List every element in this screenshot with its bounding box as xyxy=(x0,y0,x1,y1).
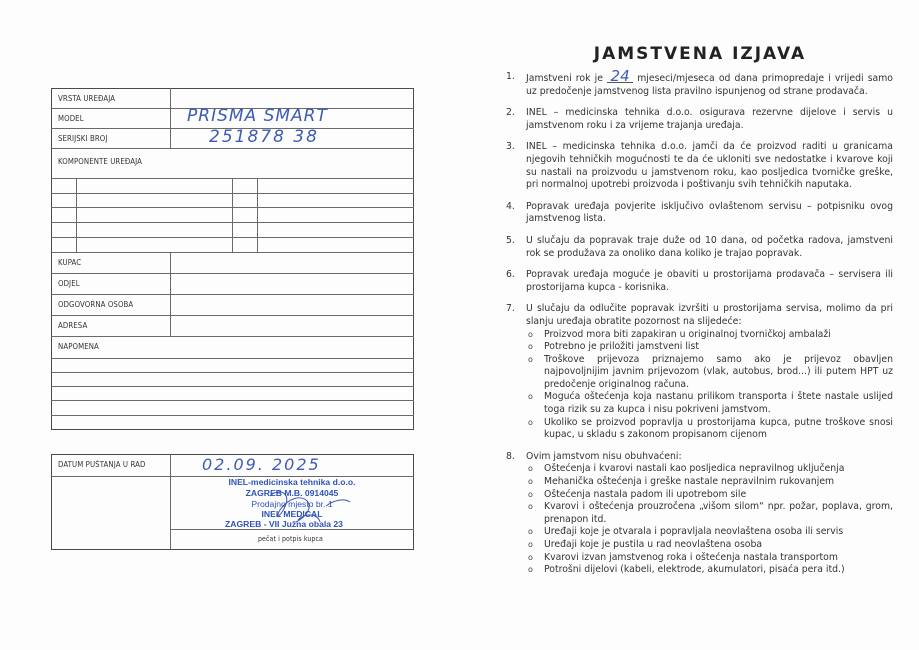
serial-field[interactable]: 251878 38 xyxy=(209,127,319,147)
customer-label: KUPAC xyxy=(58,258,82,267)
column-divider xyxy=(170,252,171,336)
term-number: 6. xyxy=(506,269,515,281)
note-line[interactable] xyxy=(51,386,414,387)
row-divider xyxy=(51,273,414,274)
bullet-icon: o xyxy=(528,565,533,575)
sub-item-text: Kvarovi izvan jamstvenog roka i oštećenja nastala transportom xyxy=(544,551,838,563)
company-stamp xyxy=(178,476,406,530)
bullet-icon: o xyxy=(528,354,533,364)
sub-item-text: Kvarovi i oštećenja prouzročena „višom silom“ npr. požar, poplava, grom, prenapon itd. xyxy=(544,501,893,525)
term-number: 1. xyxy=(506,71,515,82)
sub-item xyxy=(503,354,893,392)
warranty-term xyxy=(503,201,893,226)
sub-item-text: Mehanička oštećenja i greške nastale nepravilnim rukovanjem xyxy=(544,476,835,488)
stamp-line: INEL-medicinska tehnika d.o.o. xyxy=(228,477,356,487)
warranty-term xyxy=(503,269,893,294)
stamp-line: Prodajno mjesto br. 1 xyxy=(251,499,333,509)
bullet-icon: o xyxy=(528,540,533,549)
model-label: MODEL xyxy=(58,114,84,123)
row-divider xyxy=(51,336,414,337)
warranty-term xyxy=(503,303,893,442)
address-label: ADRESA xyxy=(58,321,88,330)
sub-item-text: Potrebno je priložiti jamstveni list xyxy=(544,341,699,353)
sub-item-text: Proizvod mora biti zapakiran u originalnoj tvorničkoj ambalaži xyxy=(544,328,831,340)
sub-item xyxy=(503,341,893,354)
term-number: 7. xyxy=(506,303,515,315)
bullet-icon: o xyxy=(528,527,533,537)
serial-label: SERIJSKI BROJ xyxy=(58,134,108,143)
row-divider xyxy=(51,315,414,316)
stamp-line: INEL MEDICAL xyxy=(261,509,323,519)
note-line[interactable] xyxy=(51,358,414,359)
signature-scribble xyxy=(178,476,406,530)
term-text: Popravak uređaja moguće je obaviti u prostorijama prodavača – servisera ili prostorijama kupca - korisnika. xyxy=(526,269,893,293)
responsible-person-label: ODGOVORNA OSOBA xyxy=(58,300,134,309)
sub-item xyxy=(503,391,893,416)
row-divider xyxy=(51,148,414,149)
sub-item xyxy=(503,463,893,476)
column-divider xyxy=(232,178,233,252)
department-label: ODJEL xyxy=(58,279,80,288)
device-type-label: VRSTA UREĐAJA xyxy=(58,94,116,103)
sub-item xyxy=(503,501,893,526)
sub-item-text: Uređaji koje je pustila u rad neovlaštena osoba xyxy=(544,539,763,550)
term-text: Jamstveni rok je xyxy=(526,73,603,84)
term-number: 2. xyxy=(506,107,515,119)
term-text: INEL – medicinska tehnika d.o.o. osigurava rezervne dijelove i servis u jamstvenom roku i za vrijeme trajanja uređaja. xyxy=(526,107,893,131)
warranty-term xyxy=(503,141,893,191)
note-line[interactable] xyxy=(51,400,414,401)
sub-item xyxy=(503,539,893,552)
bullet-icon: o xyxy=(528,502,533,512)
sub-item-text: Moguća oštećenja koja nastanu prilikom transporta i štete nastale uslijed toga rizik su za kupca i nisu pokriveni jamstvom. xyxy=(544,391,893,416)
note-line[interactable] xyxy=(51,372,414,373)
stamp-line: ZAGREB - VII Južna obala 23 xyxy=(225,519,343,529)
signature-caption: pečat i potpis kupca xyxy=(258,535,323,543)
column-divider xyxy=(76,178,77,252)
column-divider xyxy=(170,454,171,550)
stamp-line: ZAGREB M.B. 0914045 xyxy=(245,488,339,498)
sub-item xyxy=(503,476,893,489)
warranty-terms xyxy=(503,67,893,586)
term-text: U slučaju da odlučite popravak izvršiti u prostorijama servisa, molimo da pri slanju uređaja obratite pozornost na slijedeće: xyxy=(526,303,893,327)
sub-item xyxy=(503,552,893,565)
term-number: 4. xyxy=(506,200,515,212)
sub-item xyxy=(503,564,893,577)
term-text: INEL – medicinska tehnika d.o.o. jamči da će proizvod raditi u granicama njegovih tehničkih mogućnosti te da će ukloniti sve nedostatke i kvarove koji su nastali na proizvodu u jamstvenom roku, kao posljedica tvorničke greške, pri normalnoj upotrebi proizvoda i poštivanju svih tehničkih naputaka. xyxy=(526,141,893,191)
warranty-title: JAMSTVENA IZJAVA xyxy=(593,44,807,64)
term-text: mjeseci/mjeseca od dana primopredaje i vrijedi samo uz predočenje jamstvenog lista pravilno ispunjenog od strane prodavača. xyxy=(526,73,893,97)
column-divider xyxy=(257,178,258,252)
sub-item xyxy=(503,526,893,539)
warranty-months-field[interactable]: 24 xyxy=(607,71,633,83)
bullet-icon: o xyxy=(528,417,533,427)
bullet-icon: o xyxy=(528,552,533,562)
term-text: Popravak uređaja povjerite isključivo ovlaštenom servisu – potpisniku ovog jamstvenog lista. xyxy=(526,200,893,225)
bullet-icon: o xyxy=(528,464,533,474)
sub-item-text: Troškove prijevoza priznajemo samo ako je prijevoz obavljen najpovoljnijim javnim prijevozom (vlak, autobus, brod...) ili putem HPT uz predočenje originalnog računa. xyxy=(544,353,893,390)
bullet-icon: o xyxy=(528,392,533,402)
model-field[interactable]: PRISMA SMART xyxy=(187,106,328,126)
term-number: 5. xyxy=(506,234,515,246)
sub-item xyxy=(503,417,893,442)
row-divider xyxy=(51,252,414,253)
commissioning-date-label: DATUM PUŠTANJA U RAD xyxy=(58,460,146,469)
warranty-term xyxy=(503,107,893,132)
sub-item-text: Ukoliko se proizvod popravlja u prostorijama kupca, putne troškove snosi kupac, u skladu s zakonom propisanom cijenom xyxy=(544,416,893,441)
warranty-term xyxy=(503,451,893,577)
term-text: Ovim jamstvom nisu obuhvaćeni: xyxy=(526,450,682,462)
term-number: 3. xyxy=(506,141,515,153)
sub-item xyxy=(503,489,893,502)
term-text: U slučaju da popravak traje duže od 10 dana, od početka radova, jamstveni rok se produžava za onoliko dana koliko je trajao popravak. xyxy=(526,234,893,259)
sub-item-text: Uređaji koje je otvarala i popravljala neovlaštena osoba ili servis xyxy=(544,526,844,538)
warranty-term xyxy=(503,67,893,98)
sub-item xyxy=(503,329,893,342)
term-number: 8. xyxy=(506,450,515,462)
sub-item-text: Oštećenja i kvarovi nastali kao posljedica nepravilnog uključenja xyxy=(544,463,845,475)
row-divider xyxy=(51,294,414,295)
sub-item-text: Potrošni dijelovi (kabeli, elektrode, akumulatori, pisaća pera itd.) xyxy=(544,564,845,576)
warranty-term xyxy=(503,235,893,260)
components-label: KOMPONENTE UREĐAJA xyxy=(58,157,143,166)
note-label: NAPOMENA xyxy=(58,342,99,351)
commissioning-date-field[interactable]: 02.09. 2025 xyxy=(202,455,321,474)
bullet-icon: o xyxy=(528,477,533,487)
note-line[interactable] xyxy=(51,415,414,416)
bullet-icon: o xyxy=(528,342,533,352)
column-divider xyxy=(170,88,171,148)
sub-item-text: Oštećenja nastala padom ili upotrebom sile xyxy=(544,488,747,500)
bullet-icon: o xyxy=(528,489,533,499)
bullet-icon: o xyxy=(528,329,533,339)
